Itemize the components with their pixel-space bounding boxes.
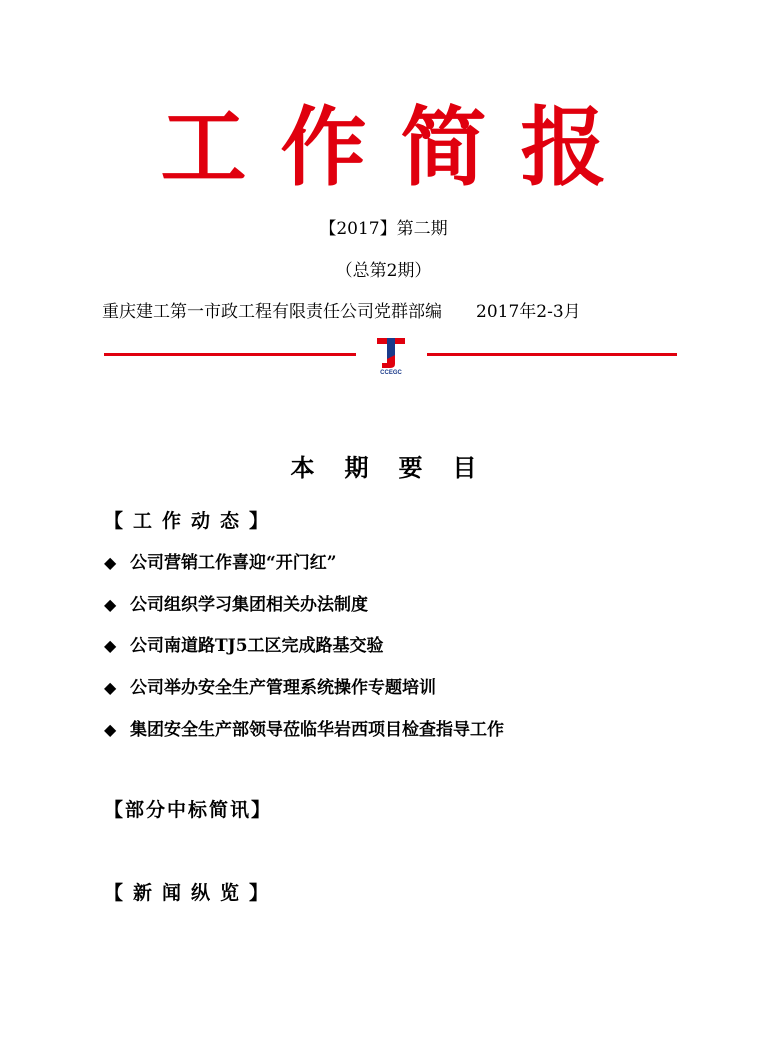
contents-heading: 本期要目 [290, 453, 507, 482]
section-news-overview: 【新闻纵览】 [104, 882, 279, 904]
item-text: 公司组织学习集团相关办法制度 [130, 595, 368, 615]
logo-caption: CCEGC [380, 370, 402, 375]
diamond-bullet-icon: ◆ [104, 636, 117, 655]
section-bid-news: 【部分中标简讯】 [104, 799, 273, 821]
list-item [104, 634, 384, 658]
diamond-bullet-icon: ◆ [104, 595, 117, 614]
company-logo [374, 337, 408, 375]
editor-line [102, 301, 581, 323]
editor-name: 重庆建工第一市政工程有限责任公司党群部编 [102, 302, 442, 322]
section-work-news: 【工作动态】 [104, 510, 279, 532]
item-text: 公司营销工作喜迎“开门红” [130, 553, 337, 573]
item-text: 集团安全生产部领导莅临华岩西项目检查指导工作 [130, 720, 504, 740]
list-item [104, 551, 337, 575]
list-item [104, 718, 504, 742]
main-title: 工作简报 [160, 97, 641, 198]
diamond-bullet-icon: ◆ [104, 553, 117, 572]
red-rule-right [427, 353, 677, 356]
diamond-bullet-icon: ◆ [104, 678, 117, 697]
list-item [104, 676, 436, 700]
issue-number: 【2017】第二期 [319, 219, 448, 239]
total-issue-number: （总第2期） [335, 261, 432, 281]
item-text: 公司南道路TJ5工区完成路基交验 [130, 636, 384, 656]
list-item [104, 593, 368, 617]
issue-date: 2017年2-3月 [476, 302, 581, 322]
item-text: 公司举办安全生产管理系统操作专题培训 [130, 678, 436, 698]
red-rule-left [104, 353, 356, 356]
diamond-bullet-icon: ◆ [104, 720, 117, 739]
